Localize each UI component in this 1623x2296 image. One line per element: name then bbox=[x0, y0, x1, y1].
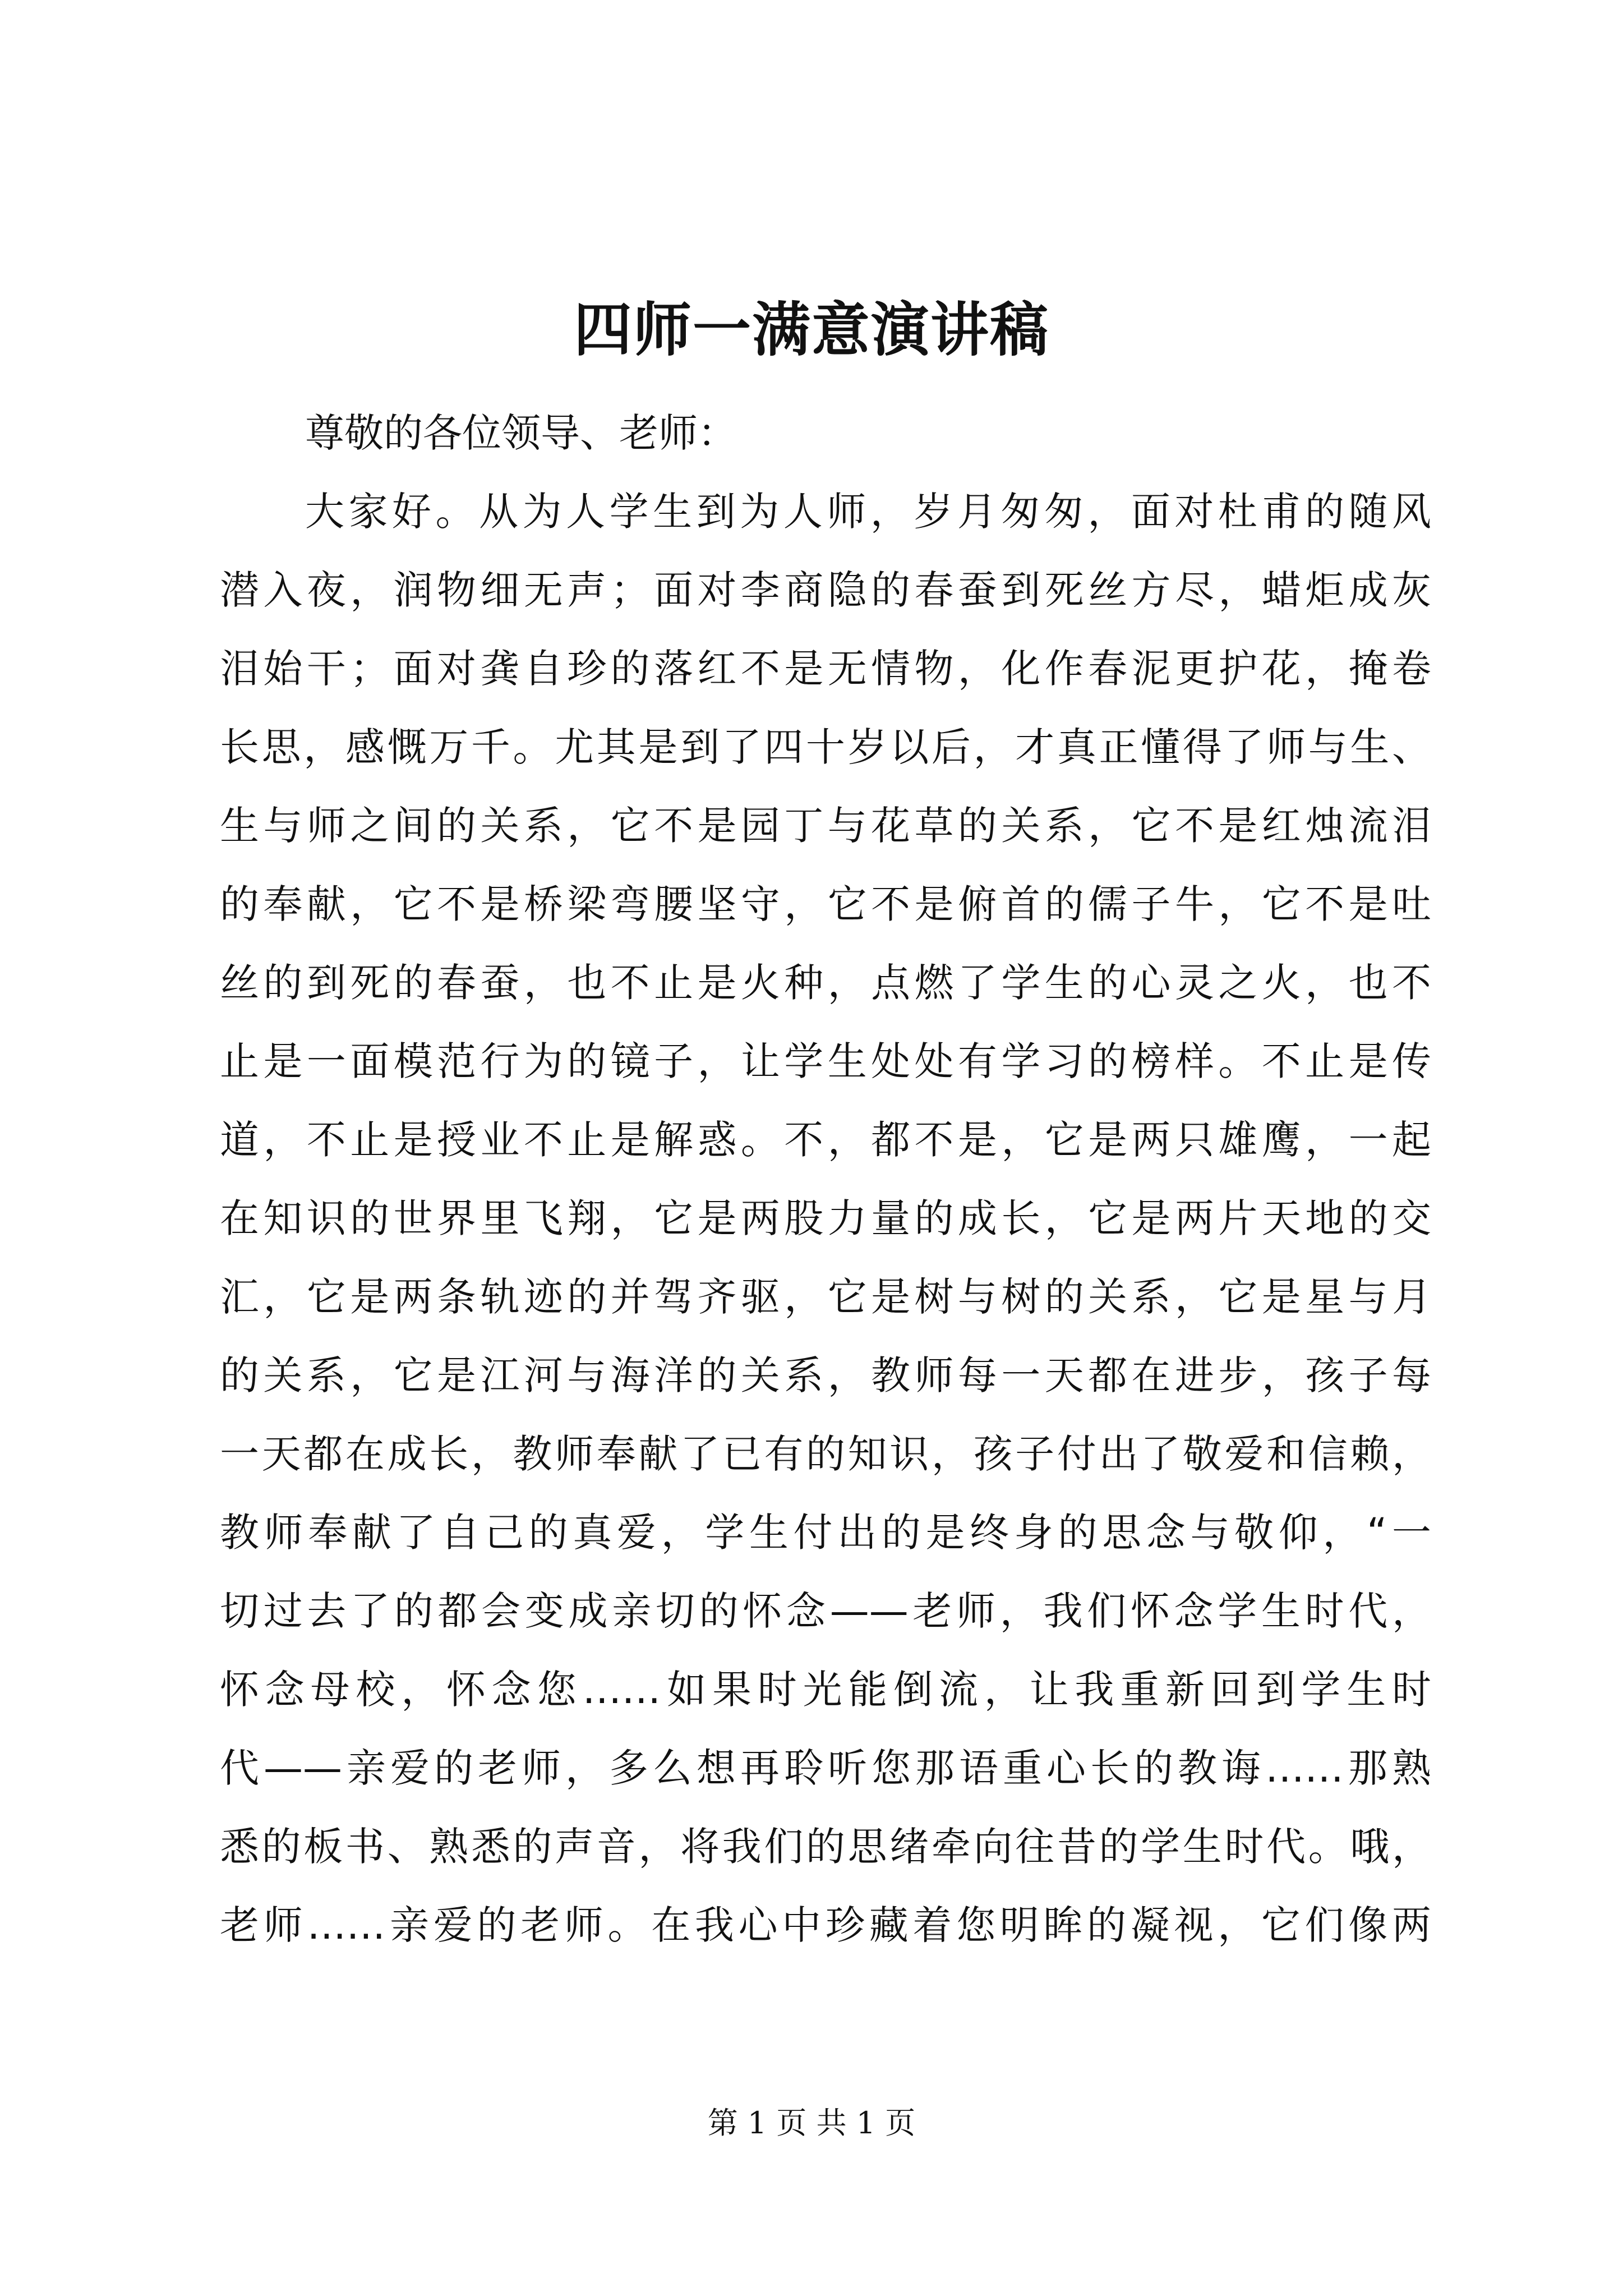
body-line: 切过去了的都会变成亲切的怀念——老师，我们怀念学生时代， bbox=[220, 1588, 1431, 1634]
body-line: 丝的到死的春蚕，也不止是火种，点燃了学生的心灵之火，也不 bbox=[220, 960, 1431, 1006]
body-line: 的奉献，它不是桥梁弯腰坚守，它不是俯首的儒子牛，它不是吐 bbox=[220, 881, 1431, 927]
body-line: 泪始干；面对龚自珍的落红不是无情物，化作春泥更护花，掩卷 bbox=[220, 646, 1431, 692]
body-line: 悉的板书、熟悉的声音，将我们的思绪牵向往昔的学生时代。哦， bbox=[220, 1824, 1431, 1870]
body-line: 一天都在成长，教师奉献了已有的知识，孩子付出了敬爱和信赖， bbox=[220, 1431, 1431, 1477]
body-line: 老师……亲爱的老师。在我心中珍藏着您明眸的凝视，它们像两 bbox=[220, 1902, 1431, 1948]
body-line: 代——亲爱的老师，多么想再聆听您那语重心长的教诲……那熟 bbox=[220, 1745, 1431, 1791]
body-line: 生与师之间的关系，它不是园丁与花草的关系，它不是红烛流泪 bbox=[220, 803, 1431, 849]
page-footer: 第 1 页 共 1 页 bbox=[707, 2105, 916, 2141]
body-line: 潜入夜，润物细无声；面对李商隐的春蚕到死丝方尽，蜡炬成灰 bbox=[220, 567, 1431, 613]
body-line: 教师奉献了自己的真爱，学生付出的是终身的思念与敬仰，“一 bbox=[220, 1510, 1431, 1556]
salutation: 尊敬的各位领导、老师： bbox=[305, 410, 737, 456]
body-line: 长思，感慨万千。尤其是到了四十岁以后，才真正懂得了师与生、 bbox=[220, 724, 1431, 770]
body-line: 的关系，它是江河与海洋的关系，教师每一天都在进步，孩子每 bbox=[220, 1352, 1431, 1398]
body-line: 道，不止是授业不止是解惑。不，都不是，它是两只雄鹰，一起 bbox=[220, 1117, 1431, 1163]
body-line: 在知识的世界里飞翔，它是两股力量的成长，它是两片天地的交 bbox=[220, 1195, 1431, 1241]
body-line: 汇，它是两条轨迹的并驾齐驱，它是树与树的关系，它是星与月 bbox=[220, 1274, 1431, 1320]
body-line: 大家好。从为人学生到为人师，岁月匆匆，面对杜甫的随风 bbox=[305, 489, 1431, 535]
body-line: 怀念母校，怀念您……如果时光能倒流，让我重新回到学生时 bbox=[220, 1667, 1431, 1713]
document-title: 四师一满意演讲稿 bbox=[573, 295, 1049, 364]
body-line: 止是一面模范行为的镜子，让学生处处有学习的榜样。不止是传 bbox=[220, 1038, 1431, 1084]
